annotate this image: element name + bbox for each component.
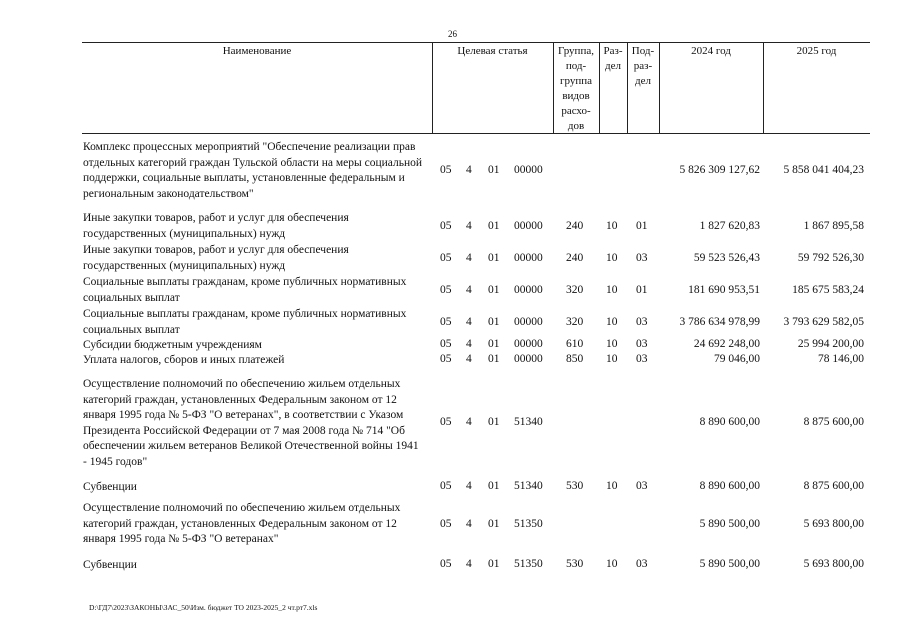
cell-subsection: 03	[636, 338, 648, 350]
header-section: Раз- дел	[603, 45, 623, 72]
cell-2025: 185 675 583,24	[792, 284, 864, 296]
header-target: Целевая статья	[457, 45, 528, 57]
row-name: Социальные выплаты гражданам, кроме публичных нормативных социальных выплат	[83, 276, 407, 304]
cell-2024: 3 786 634 978,99	[679, 316, 760, 328]
cell-group: 610	[566, 338, 584, 350]
cell-subsection: 03	[636, 558, 648, 570]
header-subsection: Под- раз- дел	[631, 45, 655, 87]
table-row	[82, 480, 870, 495]
cell-t3: 01	[488, 164, 500, 176]
cell-t1: 05	[440, 416, 452, 428]
cell-t4: 00000	[514, 284, 543, 296]
row-name: Субвенции	[83, 559, 137, 571]
cell-2025: 3 793 629 582,05	[783, 316, 864, 328]
cell-t1: 05	[440, 338, 452, 350]
cell-section: 10	[606, 220, 618, 232]
row-name: Комплекс процессных мероприятий "Обеспечение реализации прав отдельных категорий граждан Тульской области на меры социальной поддержки, социальные выплаты, установленные федеральным и региональным законодательством"	[83, 141, 423, 200]
cell-t1: 05	[440, 164, 452, 176]
table-row	[82, 307, 870, 339]
cell-t2: 4	[466, 284, 472, 296]
cell-t2: 4	[466, 480, 472, 492]
row-name: Иные закупки товаров, работ и услуг для обеспечения государственных (муниципальных) нужд	[83, 212, 349, 240]
row-name: Иные закупки товаров, работ и услуг для обеспечения государственных (муниципальных) нужд	[83, 244, 349, 272]
cell-subsection: 01	[636, 220, 648, 232]
header-name: Наименование	[222, 45, 292, 57]
cell-t3: 01	[488, 220, 500, 232]
cell-t3: 01	[488, 416, 500, 428]
cell-t4: 00000	[514, 338, 543, 350]
cell-t2: 4	[466, 558, 472, 570]
cell-2025: 59 792 526,30	[797, 252, 864, 264]
cell-subsection: 03	[636, 252, 648, 264]
table-header	[82, 42, 870, 134]
cell-group: 320	[566, 284, 584, 296]
cell-t4: 00000	[514, 252, 543, 264]
cell-subsection: 03	[636, 316, 648, 328]
cell-2025: 5 693 800,00	[803, 558, 864, 570]
cell-t2: 4	[466, 164, 472, 176]
cell-2025: 5 693 800,00	[803, 518, 864, 530]
cell-section: 10	[606, 558, 618, 570]
cell-t2: 4	[466, 353, 472, 365]
cell-t4: 51340	[514, 480, 543, 492]
cell-t2: 4	[466, 252, 472, 264]
cell-t4: 51350	[514, 558, 543, 570]
cell-t1: 05	[440, 316, 452, 328]
cell-t4: 00000	[514, 353, 543, 365]
cell-t2: 4	[466, 338, 472, 350]
table-row	[82, 140, 870, 202]
cell-subsection: 03	[636, 480, 648, 492]
cell-t1: 05	[440, 284, 452, 296]
cell-t1: 05	[440, 480, 452, 492]
cell-2025: 25 994 200,00	[797, 338, 864, 350]
cell-2024: 8 890 600,00	[699, 480, 760, 492]
cell-section: 10	[606, 316, 618, 328]
cell-t4: 51350	[514, 518, 543, 530]
header-2024: 2024 год	[691, 45, 731, 57]
cell-2025: 1 867 895,58	[803, 220, 864, 232]
cell-t4: 00000	[514, 220, 543, 232]
cell-t1: 05	[440, 518, 452, 530]
cell-t3: 01	[488, 338, 500, 350]
cell-t2: 4	[466, 518, 472, 530]
cell-group: 850	[566, 353, 584, 365]
table-row	[82, 275, 870, 307]
table-row	[82, 501, 870, 549]
cell-t4: 00000	[514, 164, 543, 176]
cell-t2: 4	[466, 220, 472, 232]
cell-t2: 4	[466, 416, 472, 428]
cell-2024: 59 523 526,43	[693, 252, 760, 264]
cell-2024: 24 692 248,00	[693, 338, 760, 350]
header-group: Группа, под- группа видов расхо- дов	[558, 45, 594, 132]
cell-group: 530	[566, 480, 584, 492]
cell-2024: 5 890 500,00	[699, 558, 760, 570]
row-name: Уплата налогов, сборов и иных платежей	[83, 354, 285, 366]
cell-2025: 78 146,00	[818, 353, 864, 365]
cell-2025: 8 875 600,00	[803, 480, 864, 492]
cell-2024: 1 827 620,83	[699, 220, 760, 232]
cell-group: 530	[566, 558, 584, 570]
cell-2024: 8 890 600,00	[699, 416, 760, 428]
row-name: Субсидии бюджетным учреждениям	[83, 339, 262, 351]
cell-t1: 05	[440, 220, 452, 232]
cell-t3: 01	[488, 252, 500, 264]
cell-t3: 01	[488, 558, 500, 570]
cell-t3: 01	[488, 480, 500, 492]
cell-2024: 5 890 500,00	[699, 518, 760, 530]
row-name: Осуществление полномочий по обеспечению жильем отдельных категорий граждан, установленных Федеральным законом от 12 января 1995 года № 5-ФЗ "О ветеранах", в соответствии с Указом Президента Российской Федерации от 7 мая 2008 года № 714 "Об обеспечении жильем ветеранов Великой Отечественной войны 1941 - 1945 годов"	[83, 378, 419, 468]
cell-t4: 00000	[514, 316, 543, 328]
cell-group: 320	[566, 316, 584, 328]
cell-section: 10	[606, 338, 618, 350]
table-row	[82, 243, 870, 275]
cell-section: 10	[606, 252, 618, 264]
row-name: Социальные выплаты гражданам, кроме публичных нормативных социальных выплат	[83, 308, 407, 336]
row-name: Субвенции	[83, 481, 137, 493]
table-row	[82, 353, 870, 368]
page-number: 26	[448, 29, 457, 39]
cell-t3: 01	[488, 353, 500, 365]
cell-section: 10	[606, 480, 618, 492]
cell-2025: 8 875 600,00	[803, 416, 864, 428]
cell-t3: 01	[488, 284, 500, 296]
cell-section: 10	[606, 284, 618, 296]
file-path-footer: D:\ГД7\2023\ЗАКОНЫ\ЗАС_50\Изм. бюджет ТО 2023-2025_2 чт.рт7.xls	[89, 603, 318, 612]
cell-subsection: 03	[636, 353, 648, 365]
cell-group: 240	[566, 220, 584, 232]
cell-2024: 5 826 309 127,62	[679, 164, 760, 176]
table-row	[82, 558, 870, 573]
cell-t3: 01	[488, 316, 500, 328]
cell-t1: 05	[440, 353, 452, 365]
table-row	[82, 211, 870, 243]
cell-group: 240	[566, 252, 584, 264]
cell-t2: 4	[466, 316, 472, 328]
cell-2024: 79 046,00	[714, 353, 760, 365]
cell-t4: 51340	[514, 416, 543, 428]
cell-subsection: 01	[636, 284, 648, 296]
table-row	[82, 338, 870, 353]
cell-2024: 181 690 953,51	[688, 284, 760, 296]
row-name: Осуществление полномочий по обеспечению жильем отдельных категорий граждан, установленных Федеральным законом от 12 января 1995 года № 5-ФЗ "О ветеранах"	[83, 502, 401, 545]
header-2025: 2025 год	[796, 45, 837, 57]
cell-t3: 01	[488, 518, 500, 530]
cell-t1: 05	[440, 252, 452, 264]
cell-section: 10	[606, 353, 618, 365]
table-row	[82, 377, 870, 471]
cell-t1: 05	[440, 558, 452, 570]
cell-2025: 5 858 041 404,23	[783, 164, 864, 176]
